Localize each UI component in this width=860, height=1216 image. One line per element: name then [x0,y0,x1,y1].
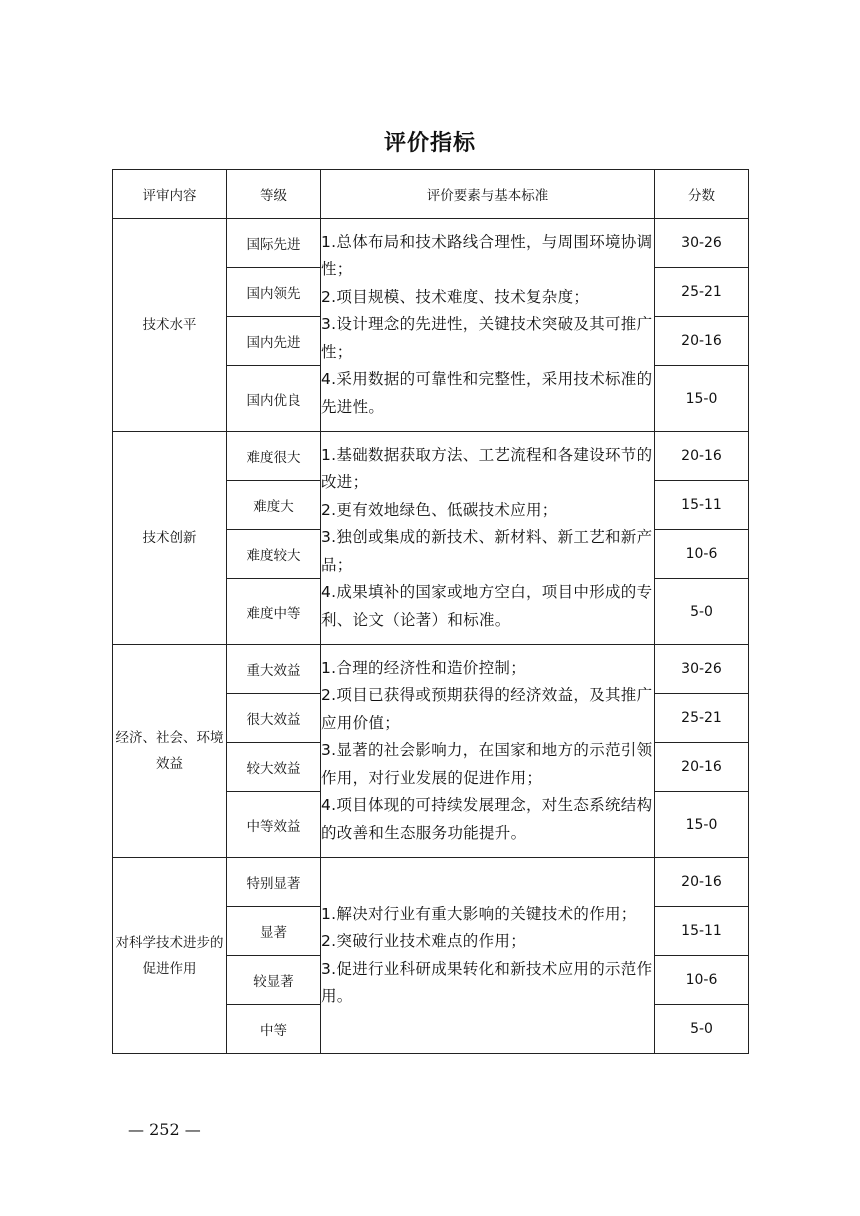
page-number: — 252 — [128,1120,201,1139]
score-cell: 15-11 [655,481,749,530]
level-cell: 难度中等 [227,579,321,645]
criteria-item: 4.采用数据的可靠性和完整性，采用技术标准的先进性。 [321,370,653,416]
criteria-item: 1.解决对行业有重大影响的关键技术的作用； [321,904,637,923]
criteria-item: 1.基础数据获取方法、工艺流程和各建设环节的改进； [321,445,653,492]
criteria-item: 2.更有效地绿色、低碳技术应用； [321,500,558,519]
review-content: 技术创新 [113,432,227,645]
score-cell: 15-11 [655,907,749,956]
review-content: 经济、社会、环境效益 [113,645,227,858]
criteria-item: 4.成果填补的国家或地方空白，项目中形成的专利、论文（论著）和标准。 [321,583,653,629]
header-criteria: 评价要素与基本标准 [321,170,655,219]
level-cell: 国际先进 [227,219,321,268]
score-cell: 5-0 [655,1005,749,1054]
header-level: 等级 [227,170,321,219]
level-cell: 显著 [227,907,321,956]
score-cell: 30-26 [655,645,749,694]
level-cell: 难度大 [227,481,321,530]
table-header-row [113,170,749,219]
level-cell: 很大效益 [227,694,321,743]
level-cell: 难度很大 [227,432,321,481]
level-cell: 特别显著 [227,858,321,907]
level-cell: 重大效益 [227,645,321,694]
table-group [113,858,749,1054]
criteria-cell [321,219,655,432]
criteria-item: 2.突破行业技术难点的作用； [321,932,526,950]
header-score: 分数 [655,170,749,219]
criteria-cell [321,645,655,858]
level-cell: 较显著 [227,956,321,1005]
table-row [113,219,749,268]
criteria-item: 1.合理的经济性和造价控制； [321,658,526,677]
criteria-item: 3.独创或集成的新技术、新材料、新工艺和新产品； [321,528,653,574]
score-cell: 5-0 [655,579,749,645]
criteria-item: 3.显著的社会影响力，在国家和地方的示范引领作用，对行业发展的促进作用； [321,741,653,787]
criteria-item: 2.项目已获得或预期获得的经济效益，及其推广应用价值； [321,686,653,732]
score-cell: 10-6 [655,530,749,579]
table-row [113,645,749,694]
score-cell: 10-6 [655,956,749,1005]
score-cell: 20-16 [655,432,749,481]
criteria-item: 3.促进行业科研成果转化和新技术应用的示范作用。 [321,959,653,1005]
table-row [113,432,749,481]
table-group [113,645,749,858]
level-cell: 中等效益 [227,792,321,858]
review-content: 对科学技术进步的促进作用 [113,858,227,1054]
criteria-item: 1.总体布局和技术路线合理性，与周围环境协调性； [321,232,653,279]
level-cell: 中等 [227,1005,321,1054]
level-cell: 国内领先 [227,268,321,317]
score-cell: 15-0 [655,792,749,858]
criteria-item: 4.项目体现的可持续发展理念，对生态系统结构的改善和生态服务功能提升。 [321,796,653,842]
level-cell: 国内优良 [227,366,321,432]
table-group [113,219,749,432]
evaluation-table [112,169,749,1054]
page-title: 评价指标 [383,131,476,156]
level-cell: 较大效益 [227,743,321,792]
criteria-cell [321,432,655,645]
level-cell: 难度较大 [227,530,321,579]
level-cell: 国内先进 [227,317,321,366]
score-cell: 30-26 [655,219,749,268]
table-row [113,858,749,907]
score-cell: 15-0 [655,366,749,432]
score-cell: 25-21 [655,694,749,743]
criteria-item: 3.设计理念的先进性，关键技术突破及其可推广性； [321,315,653,361]
table-group [113,432,749,645]
score-cell: 25-21 [655,268,749,317]
score-cell: 20-16 [655,317,749,366]
review-content: 技术水平 [113,219,227,432]
criteria-cell [321,858,655,1054]
criteria-item: 2.项目规模、技术难度、技术复杂度； [321,287,590,306]
score-cell: 20-16 [655,743,749,792]
score-cell: 20-16 [655,858,749,907]
header-content: 评审内容 [113,170,227,219]
